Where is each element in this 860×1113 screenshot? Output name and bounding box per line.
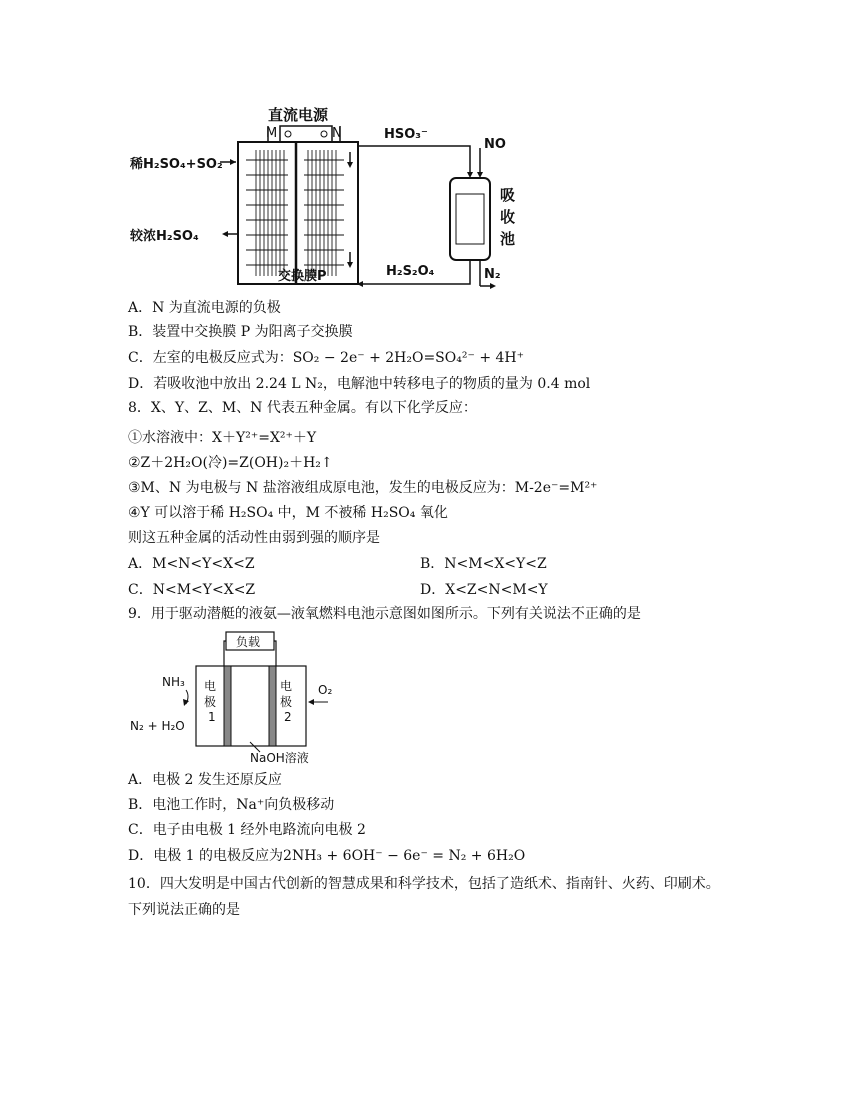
q7-option-a: A．N 为直流电源的负极 [128,300,281,316]
q10-stem-line-2: 下列说法正确的是 [128,902,240,918]
electrode1-char-1: 电 [204,679,217,693]
electrode2-char-3: 2 [284,710,292,724]
absorber-label-1: 吸 [500,186,516,204]
q7-option-c [128,348,524,368]
inlet-label: 稀H₂SO₄+SO₂ [130,157,223,172]
products-label: N₂ + H₂O [130,719,185,733]
q8-reaction-4: ④Y 可以溶于稀 H₂SO₄ 中，M 不被稀 H₂SO₄ 氧化 [128,505,448,521]
absorber-label-2: 收 [500,208,516,226]
electrode2-char-2: 极 [280,695,293,709]
q8-option-d: D．X<Z<N<M<Y [420,582,548,598]
q7-option-c-equation: SO₂ − 2e⁻ + 2H₂O=SO₄²⁻ + 4H⁺ [292,350,524,366]
q8-reaction-1: ①水溶液中：X＋Y²⁺=X²⁺＋Y [128,430,317,446]
q9-option-a: A．电极 2 发生还原反应 [128,772,282,788]
o2-label: O₂ [318,683,333,697]
m-terminal-label: M [266,126,278,141]
absorber-label-3: 池 [500,230,516,248]
q8-option-b: B．N<M<X<Y<Z [420,556,547,572]
load-label: 负载 [236,635,261,649]
q9-option-b: B．电池工作时，Na⁺向负极移动 [128,797,335,813]
q9-option-d [128,846,525,866]
q8-reaction-3: ③M、N 为电极与 N 盐溶液组成原电池，发生的电极反应为：M-2e⁻=M²⁺ [128,480,598,496]
q8-option-a: A．M<N<Y<X<Z [128,556,255,572]
q9-option-c: C．电子由电极 1 经外电路流向电极 2 [128,822,366,838]
membrane-label: 交换膜P [278,269,327,284]
electrode1-char-3: 1 [208,710,216,724]
nh3-label: NH₃ [162,675,185,689]
electrolysis-diagram [128,100,528,295]
q8-question: 则这五种金属的活动性由弱到强的顺序是 [128,530,380,546]
q8-option-c: C．N<M<Y<X<Z [128,582,256,598]
fuel-cell-diagram [128,630,358,765]
outlet-label: 较浓H₂SO₄ [130,229,199,244]
q8-stem: 8．X、Y、Z、M、N 代表五种金属。有以下化学反应： [128,400,477,416]
n-terminal-label: N [332,126,342,141]
electrode1-char-2: 极 [204,695,217,709]
q8-reaction-2: ②Z＋2H₂O(冷)=Z(OH)₂＋H₂↑ [128,455,333,471]
q9-option-d-text: D．电极 1 的电极反应为 [128,848,284,864]
power-label: 直流电源 [268,106,329,124]
q7-option-d: D．若吸收池中放出 2.24 L N₂，电解池中转移电子的物质的量为 0.4 mol [128,376,591,392]
q10-stem-line-1: 10．四大发明是中国古代创新的智慧成果和科学技术，包括了造纸术、指南针、火药、印刷术。 [128,876,720,892]
h2s2o4-label: H₂S₂O₄ [386,264,435,279]
n2-label: N₂ [484,267,501,282]
q7-option-c-text: C．左室的电极反应式为： [128,350,293,366]
hso3-label: HSO₃⁻ [384,127,428,142]
q9-stem: 9．用于驱动潜艇的液氨—液氧燃料电池示意图如图所示。下列有关说法不正确的是 [128,606,641,622]
naoh-label: NaOH溶液 [250,751,309,765]
q7-option-b: B．装置中交换膜 P 为阳离子交换膜 [128,324,353,340]
q9-option-d-equation: 2NH₃ + 6OH⁻ − 6e⁻ = N₂ + 6H₂O [283,848,526,864]
electrode2-char-1: 电 [280,679,293,693]
no-label: NO [484,137,506,152]
